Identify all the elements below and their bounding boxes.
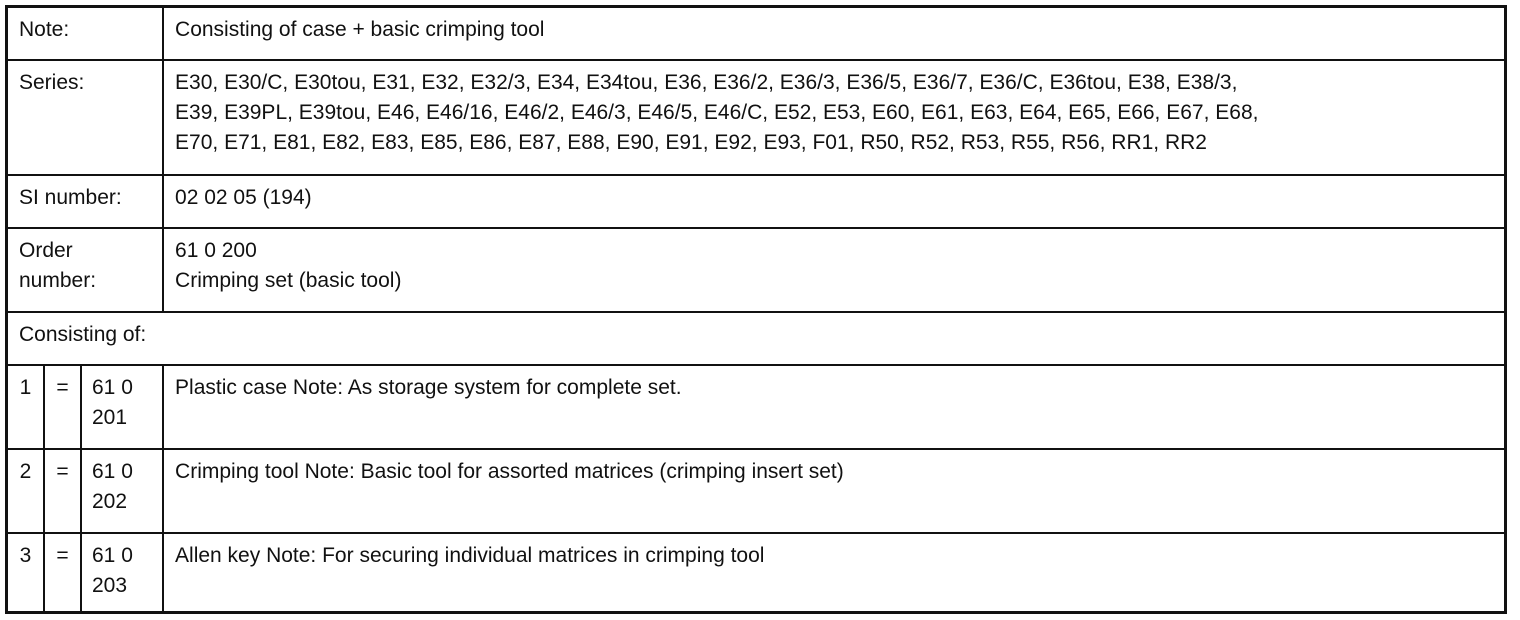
item-part-number — [81, 365, 163, 449]
part-number-line: 61 0 — [92, 460, 133, 483]
si-number-label: SI number: — [8, 175, 163, 228]
order-number-row — [8, 228, 1504, 312]
order-number-label-line: number: — [19, 269, 97, 292]
item-description: Plastic case Note: As storage system for complete set. — [163, 365, 1504, 449]
series-line: E70, E71, E81, E82, E83, E85, E86, E87, E88, E90, E91, E92, E93, F01, R50, R52, R53, R55, R56, RR1, RR2 — [175, 131, 1207, 154]
item-equals: = — [44, 533, 81, 611]
part-number-line: 61 0 — [92, 376, 133, 399]
consisting-of-label: Consisting of: — [8, 312, 1504, 365]
si-number-row — [8, 175, 1504, 228]
table-row — [8, 449, 1504, 533]
series-row — [8, 60, 1504, 175]
consisting-of-row — [8, 312, 1504, 365]
item-index: 3 — [8, 533, 44, 611]
note-row — [8, 8, 1504, 60]
part-number-line: 201 — [92, 406, 128, 429]
item-index: 1 — [8, 365, 44, 449]
note-label: Note: — [8, 8, 163, 60]
table-row — [8, 533, 1504, 611]
item-part-number — [81, 449, 163, 533]
note-value: Consisting of case + basic crimping tool — [163, 8, 1504, 60]
parts-info-sheet — [5, 5, 1507, 614]
part-number-line: 203 — [92, 574, 128, 597]
item-equals: = — [44, 449, 81, 533]
order-number-code: 61 0 200 — [175, 239, 257, 262]
item-index: 2 — [8, 449, 44, 533]
series-line: E30, E30/C, E30tou, E31, E32, E32/3, E34, E34tou, E36, E36/2, E36/3, E36/5, E36/7, E36/C, E36tou, E38, E38/3, — [175, 71, 1238, 94]
order-number-value — [163, 228, 1504, 312]
series-line: E39, E39PL, E39tou, E46, E46/16, E46/2, E46/3, E46/5, E46/C, E52, E53, E60, E61, E63, E64, E65, E66, E67, E68, — [175, 101, 1259, 124]
part-number-line: 61 0 — [92, 544, 133, 567]
part-number-line: 202 — [92, 490, 128, 513]
item-equals: = — [44, 365, 81, 449]
table-row — [8, 365, 1504, 449]
item-description: Crimping tool Note: Basic tool for assorted matrices (crimping insert set) — [163, 449, 1504, 533]
order-number-label — [8, 228, 163, 312]
series-label: Series: — [8, 60, 163, 175]
item-part-number — [81, 533, 163, 611]
parts-table — [8, 8, 1504, 611]
item-description: Allen key Note: For securing individual matrices in crimping tool — [163, 533, 1504, 611]
order-number-description: Crimping set (basic tool) — [175, 269, 402, 292]
si-number-value: 02 02 05 (194) — [163, 175, 1504, 228]
series-value — [163, 60, 1504, 175]
order-number-label-line: Order — [19, 239, 73, 262]
